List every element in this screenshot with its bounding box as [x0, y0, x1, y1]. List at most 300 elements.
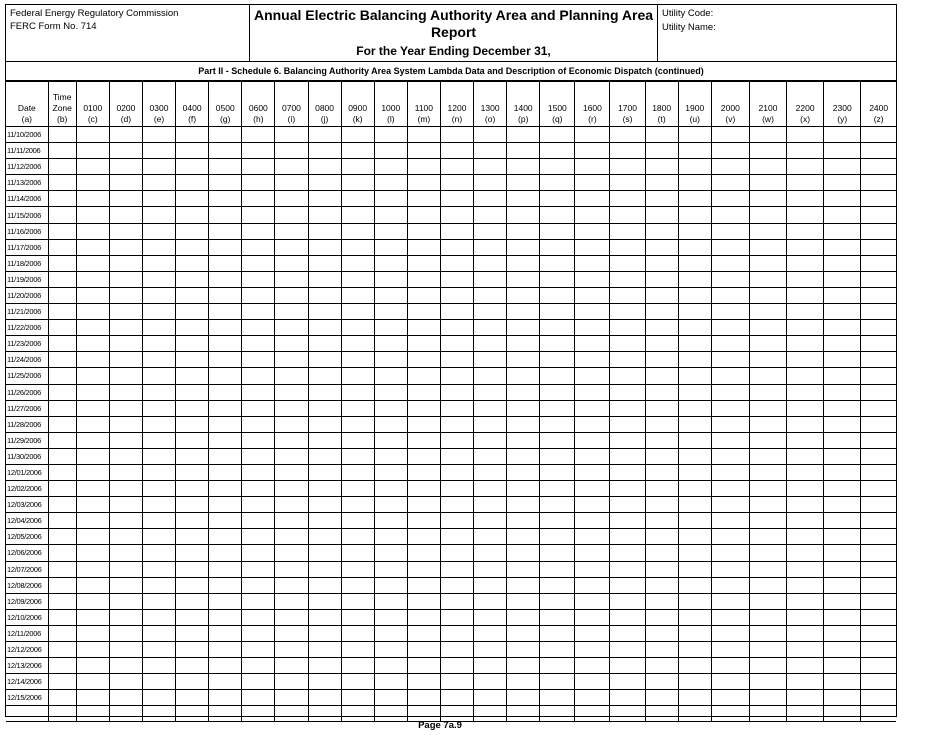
lambda-value-cell[interactable]: [142, 529, 175, 545]
lambda-value-cell[interactable]: [507, 432, 540, 448]
lambda-value-cell[interactable]: [610, 287, 645, 303]
time-zone-cell[interactable]: [48, 561, 76, 577]
lambda-value-cell[interactable]: [275, 368, 308, 384]
lambda-value-cell[interactable]: [645, 239, 678, 255]
lambda-value-cell[interactable]: [861, 287, 896, 303]
lambda-value-cell[interactable]: [787, 255, 824, 271]
lambda-value-cell[interactable]: [575, 642, 610, 658]
lambda-value-cell[interactable]: [861, 400, 896, 416]
lambda-value-cell[interactable]: [474, 416, 507, 432]
lambda-value-cell[interactable]: [474, 223, 507, 239]
lambda-value-cell[interactable]: [440, 690, 473, 706]
lambda-value-cell[interactable]: [242, 159, 275, 175]
lambda-value-cell[interactable]: [540, 352, 575, 368]
time-zone-cell[interactable]: [48, 384, 76, 400]
lambda-value-cell[interactable]: [861, 368, 896, 384]
lambda-value-cell[interactable]: [440, 287, 473, 303]
lambda-value-cell[interactable]: [787, 497, 824, 513]
lambda-value-cell[interactable]: [678, 143, 711, 159]
lambda-value-cell[interactable]: [242, 191, 275, 207]
lambda-value-cell[interactable]: [407, 642, 440, 658]
lambda-value-cell[interactable]: [507, 561, 540, 577]
lambda-value-cell[interactable]: [711, 690, 749, 706]
lambda-value-cell[interactable]: [242, 577, 275, 593]
lambda-value-cell[interactable]: [610, 352, 645, 368]
lambda-value-cell[interactable]: [711, 642, 749, 658]
lambda-value-cell[interactable]: [308, 127, 341, 143]
lambda-value-cell[interactable]: [440, 448, 473, 464]
lambda-value-cell[interactable]: [474, 545, 507, 561]
lambda-value-cell[interactable]: [275, 207, 308, 223]
lambda-value-cell[interactable]: [308, 432, 341, 448]
lambda-value-cell[interactable]: [575, 577, 610, 593]
lambda-value-cell[interactable]: [242, 642, 275, 658]
lambda-value-cell[interactable]: [824, 207, 861, 223]
lambda-value-cell[interactable]: [76, 127, 109, 143]
lambda-value-cell[interactable]: [109, 674, 142, 690]
lambda-value-cell[interactable]: [242, 658, 275, 674]
lambda-value-cell[interactable]: [374, 352, 407, 368]
lambda-value-cell[interactable]: [142, 255, 175, 271]
lambda-value-cell[interactable]: [374, 513, 407, 529]
lambda-value-cell[interactable]: [824, 416, 861, 432]
lambda-value-cell[interactable]: [787, 175, 824, 191]
lambda-value-cell[interactable]: [209, 658, 242, 674]
lambda-value-cell[interactable]: [76, 481, 109, 497]
lambda-value-cell[interactable]: [507, 368, 540, 384]
lambda-value-cell[interactable]: [540, 448, 575, 464]
lambda-value-cell[interactable]: [824, 464, 861, 480]
lambda-value-cell[interactable]: [610, 674, 645, 690]
lambda-value-cell[interactable]: [540, 561, 575, 577]
lambda-value-cell[interactable]: [407, 658, 440, 674]
lambda-value-cell[interactable]: [507, 320, 540, 336]
lambda-value-cell[interactable]: [824, 609, 861, 625]
lambda-value-cell[interactable]: [440, 336, 473, 352]
lambda-value-cell[interactable]: [407, 481, 440, 497]
lambda-value-cell[interactable]: [861, 432, 896, 448]
lambda-value-cell[interactable]: [645, 336, 678, 352]
lambda-value-cell[interactable]: [176, 481, 209, 497]
lambda-value-cell[interactable]: [645, 143, 678, 159]
lambda-value-cell[interactable]: [109, 416, 142, 432]
lambda-value-cell[interactable]: [341, 625, 374, 641]
lambda-value-cell[interactable]: [142, 271, 175, 287]
lambda-value-cell[interactable]: [242, 239, 275, 255]
lambda-value-cell[interactable]: [341, 239, 374, 255]
lambda-value-cell[interactable]: [374, 577, 407, 593]
lambda-value-cell[interactable]: [575, 658, 610, 674]
lambda-value-cell[interactable]: [275, 352, 308, 368]
lambda-value-cell[interactable]: [142, 658, 175, 674]
lambda-value-cell[interactable]: [176, 464, 209, 480]
lambda-value-cell[interactable]: [341, 513, 374, 529]
lambda-value-cell[interactable]: [749, 384, 786, 400]
lambda-value-cell[interactable]: [440, 271, 473, 287]
lambda-value-cell[interactable]: [440, 223, 473, 239]
lambda-value-cell[interactable]: [341, 175, 374, 191]
lambda-value-cell[interactable]: [749, 609, 786, 625]
lambda-value-cell[interactable]: [610, 384, 645, 400]
lambda-value-cell[interactable]: [474, 625, 507, 641]
time-zone-cell[interactable]: [48, 674, 76, 690]
lambda-value-cell[interactable]: [678, 271, 711, 287]
lambda-value-cell[interactable]: [374, 223, 407, 239]
lambda-value-cell[interactable]: [341, 593, 374, 609]
lambda-value-cell[interactable]: [645, 127, 678, 143]
lambda-value-cell[interactable]: [109, 175, 142, 191]
lambda-value-cell[interactable]: [645, 690, 678, 706]
lambda-value-cell[interactable]: [176, 287, 209, 303]
lambda-value-cell[interactable]: [474, 127, 507, 143]
lambda-value-cell[interactable]: [142, 545, 175, 561]
lambda-value-cell[interactable]: [787, 481, 824, 497]
lambda-value-cell[interactable]: [575, 529, 610, 545]
lambda-value-cell[interactable]: [507, 593, 540, 609]
lambda-value-cell[interactable]: [341, 255, 374, 271]
lambda-value-cell[interactable]: [76, 239, 109, 255]
lambda-value-cell[interactable]: [242, 255, 275, 271]
time-zone-cell[interactable]: [48, 223, 76, 239]
lambda-value-cell[interactable]: [308, 464, 341, 480]
lambda-value-cell[interactable]: [275, 223, 308, 239]
lambda-value-cell[interactable]: [440, 239, 473, 255]
lambda-value-cell[interactable]: [711, 304, 749, 320]
lambda-value-cell[interactable]: [474, 561, 507, 577]
lambda-value-cell[interactable]: [374, 336, 407, 352]
lambda-value-cell[interactable]: [142, 561, 175, 577]
lambda-value-cell[interactable]: [407, 513, 440, 529]
lambda-value-cell[interactable]: [209, 481, 242, 497]
lambda-value-cell[interactable]: [711, 416, 749, 432]
lambda-value-cell[interactable]: [824, 384, 861, 400]
lambda-value-cell[interactable]: [540, 513, 575, 529]
lambda-value-cell[interactable]: [474, 642, 507, 658]
lambda-value-cell[interactable]: [109, 625, 142, 641]
lambda-value-cell[interactable]: [109, 191, 142, 207]
lambda-value-cell[interactable]: [440, 545, 473, 561]
lambda-value-cell[interactable]: [142, 223, 175, 239]
lambda-value-cell[interactable]: [176, 497, 209, 513]
lambda-value-cell[interactable]: [440, 368, 473, 384]
lambda-value-cell[interactable]: [407, 690, 440, 706]
lambda-value-cell[interactable]: [540, 255, 575, 271]
lambda-value-cell[interactable]: [711, 223, 749, 239]
time-zone-cell[interactable]: [48, 464, 76, 480]
lambda-value-cell[interactable]: [341, 674, 374, 690]
lambda-value-cell[interactable]: [275, 658, 308, 674]
lambda-value-cell[interactable]: [861, 481, 896, 497]
lambda-value-cell[interactable]: [440, 561, 473, 577]
lambda-value-cell[interactable]: [209, 497, 242, 513]
lambda-value-cell[interactable]: [209, 416, 242, 432]
lambda-value-cell[interactable]: [176, 513, 209, 529]
lambda-value-cell[interactable]: [711, 448, 749, 464]
time-zone-cell[interactable]: [48, 191, 76, 207]
lambda-value-cell[interactable]: [678, 593, 711, 609]
lambda-value-cell[interactable]: [610, 223, 645, 239]
lambda-value-cell[interactable]: [176, 690, 209, 706]
lambda-value-cell[interactable]: [142, 384, 175, 400]
lambda-value-cell[interactable]: [308, 255, 341, 271]
lambda-value-cell[interactable]: [787, 287, 824, 303]
lambda-value-cell[interactable]: [711, 368, 749, 384]
lambda-value-cell[interactable]: [242, 529, 275, 545]
lambda-value-cell[interactable]: [507, 352, 540, 368]
lambda-value-cell[interactable]: [645, 159, 678, 175]
lambda-value-cell[interactable]: [209, 127, 242, 143]
lambda-value-cell[interactable]: [142, 207, 175, 223]
lambda-value-cell[interactable]: [275, 609, 308, 625]
lambda-value-cell[interactable]: [242, 497, 275, 513]
lambda-value-cell[interactable]: [749, 690, 786, 706]
lambda-value-cell[interactable]: [645, 416, 678, 432]
lambda-value-cell[interactable]: [575, 481, 610, 497]
lambda-value-cell[interactable]: [407, 287, 440, 303]
lambda-value-cell[interactable]: [507, 658, 540, 674]
lambda-value-cell[interactable]: [109, 304, 142, 320]
lambda-value-cell[interactable]: [861, 609, 896, 625]
lambda-value-cell[interactable]: [209, 464, 242, 480]
lambda-value-cell[interactable]: [308, 448, 341, 464]
lambda-value-cell[interactable]: [407, 400, 440, 416]
lambda-value-cell[interactable]: [861, 416, 896, 432]
lambda-value-cell[interactable]: [109, 271, 142, 287]
lambda-value-cell[interactable]: [176, 223, 209, 239]
lambda-value-cell[interactable]: [711, 320, 749, 336]
lambda-value-cell[interactable]: [575, 416, 610, 432]
lambda-value-cell[interactable]: [678, 223, 711, 239]
lambda-value-cell[interactable]: [787, 352, 824, 368]
lambda-value-cell[interactable]: [474, 320, 507, 336]
lambda-value-cell[interactable]: [474, 674, 507, 690]
lambda-value-cell[interactable]: [645, 352, 678, 368]
lambda-value-cell[interactable]: [824, 690, 861, 706]
lambda-value-cell[interactable]: [678, 448, 711, 464]
lambda-value-cell[interactable]: [374, 127, 407, 143]
lambda-value-cell[interactable]: [209, 432, 242, 448]
lambda-value-cell[interactable]: [861, 642, 896, 658]
lambda-value-cell[interactable]: [678, 400, 711, 416]
lambda-value-cell[interactable]: [109, 320, 142, 336]
lambda-value-cell[interactable]: [341, 432, 374, 448]
lambda-value-cell[interactable]: [575, 271, 610, 287]
lambda-value-cell[interactable]: [142, 336, 175, 352]
lambda-value-cell[interactable]: [507, 513, 540, 529]
lambda-value-cell[interactable]: [176, 545, 209, 561]
lambda-value-cell[interactable]: [749, 577, 786, 593]
lambda-value-cell[interactable]: [374, 191, 407, 207]
lambda-value-cell[interactable]: [374, 271, 407, 287]
lambda-value-cell[interactable]: [711, 191, 749, 207]
lambda-value-cell[interactable]: [540, 159, 575, 175]
lambda-value-cell[interactable]: [749, 352, 786, 368]
lambda-value-cell[interactable]: [824, 287, 861, 303]
lambda-value-cell[interactable]: [861, 561, 896, 577]
lambda-value-cell[interactable]: [507, 304, 540, 320]
lambda-value-cell[interactable]: [308, 674, 341, 690]
lambda-value-cell[interactable]: [209, 352, 242, 368]
lambda-value-cell[interactable]: [787, 239, 824, 255]
lambda-value-cell[interactable]: [407, 625, 440, 641]
lambda-value-cell[interactable]: [645, 609, 678, 625]
lambda-value-cell[interactable]: [861, 545, 896, 561]
lambda-value-cell[interactable]: [76, 175, 109, 191]
lambda-value-cell[interactable]: [142, 239, 175, 255]
lambda-value-cell[interactable]: [861, 336, 896, 352]
lambda-value-cell[interactable]: [610, 304, 645, 320]
lambda-value-cell[interactable]: [242, 207, 275, 223]
lambda-value-cell[interactable]: [645, 320, 678, 336]
lambda-value-cell[interactable]: [787, 674, 824, 690]
lambda-value-cell[interactable]: [824, 127, 861, 143]
lambda-value-cell[interactable]: [749, 191, 786, 207]
lambda-value-cell[interactable]: [407, 271, 440, 287]
lambda-value-cell[interactable]: [749, 625, 786, 641]
lambda-value-cell[interactable]: [374, 674, 407, 690]
lambda-value-cell[interactable]: [575, 593, 610, 609]
lambda-value-cell[interactable]: [242, 690, 275, 706]
lambda-value-cell[interactable]: [749, 320, 786, 336]
lambda-value-cell[interactable]: [109, 368, 142, 384]
time-zone-cell[interactable]: [48, 127, 76, 143]
lambda-value-cell[interactable]: [507, 609, 540, 625]
lambda-value-cell[interactable]: [575, 127, 610, 143]
lambda-value-cell[interactable]: [308, 336, 341, 352]
lambda-value-cell[interactable]: [749, 143, 786, 159]
lambda-value-cell[interactable]: [308, 352, 341, 368]
lambda-value-cell[interactable]: [142, 674, 175, 690]
lambda-value-cell[interactable]: [407, 545, 440, 561]
lambda-value-cell[interactable]: [540, 207, 575, 223]
lambda-value-cell[interactable]: [474, 143, 507, 159]
time-zone-cell[interactable]: [48, 577, 76, 593]
lambda-value-cell[interactable]: [787, 271, 824, 287]
lambda-value-cell[interactable]: [787, 143, 824, 159]
lambda-value-cell[interactable]: [242, 320, 275, 336]
lambda-value-cell[interactable]: [711, 529, 749, 545]
lambda-value-cell[interactable]: [142, 175, 175, 191]
lambda-value-cell[interactable]: [440, 127, 473, 143]
lambda-value-cell[interactable]: [142, 416, 175, 432]
lambda-value-cell[interactable]: [341, 642, 374, 658]
lambda-value-cell[interactable]: [645, 448, 678, 464]
lambda-value-cell[interactable]: [76, 529, 109, 545]
lambda-value-cell[interactable]: [440, 159, 473, 175]
lambda-value-cell[interactable]: [575, 239, 610, 255]
lambda-value-cell[interactable]: [341, 384, 374, 400]
lambda-value-cell[interactable]: [575, 400, 610, 416]
lambda-value-cell[interactable]: [374, 416, 407, 432]
lambda-value-cell[interactable]: [76, 690, 109, 706]
lambda-value-cell[interactable]: [341, 336, 374, 352]
lambda-value-cell[interactable]: [787, 384, 824, 400]
lambda-value-cell[interactable]: [824, 577, 861, 593]
lambda-value-cell[interactable]: [176, 577, 209, 593]
lambda-value-cell[interactable]: [407, 674, 440, 690]
lambda-value-cell[interactable]: [575, 609, 610, 625]
lambda-value-cell[interactable]: [76, 642, 109, 658]
lambda-value-cell[interactable]: [861, 497, 896, 513]
lambda-value-cell[interactable]: [275, 674, 308, 690]
lambda-value-cell[interactable]: [176, 593, 209, 609]
lambda-value-cell[interactable]: [109, 481, 142, 497]
lambda-value-cell[interactable]: [341, 609, 374, 625]
lambda-value-cell[interactable]: [787, 304, 824, 320]
lambda-value-cell[interactable]: [474, 255, 507, 271]
lambda-value-cell[interactable]: [711, 384, 749, 400]
lambda-value-cell[interactable]: [610, 320, 645, 336]
lambda-value-cell[interactable]: [440, 207, 473, 223]
lambda-value-cell[interactable]: [645, 400, 678, 416]
lambda-value-cell[interactable]: [678, 625, 711, 641]
lambda-value-cell[interactable]: [440, 642, 473, 658]
lambda-value-cell[interactable]: [711, 481, 749, 497]
lambda-value-cell[interactable]: [142, 625, 175, 641]
lambda-value-cell[interactable]: [407, 577, 440, 593]
lambda-value-cell[interactable]: [861, 143, 896, 159]
lambda-value-cell[interactable]: [209, 545, 242, 561]
lambda-value-cell[interactable]: [474, 481, 507, 497]
lambda-value-cell[interactable]: [474, 464, 507, 480]
lambda-value-cell[interactable]: [540, 416, 575, 432]
lambda-value-cell[interactable]: [242, 448, 275, 464]
lambda-value-cell[interactable]: [645, 529, 678, 545]
lambda-value-cell[interactable]: [242, 593, 275, 609]
lambda-value-cell[interactable]: [575, 674, 610, 690]
lambda-value-cell[interactable]: [474, 191, 507, 207]
lambda-value-cell[interactable]: [711, 287, 749, 303]
lambda-value-cell[interactable]: [474, 400, 507, 416]
lambda-value-cell[interactable]: [645, 384, 678, 400]
time-zone-cell[interactable]: [48, 625, 76, 641]
lambda-value-cell[interactable]: [341, 159, 374, 175]
lambda-value-cell[interactable]: [507, 384, 540, 400]
lambda-value-cell[interactable]: [109, 609, 142, 625]
lambda-value-cell[interactable]: [109, 255, 142, 271]
lambda-value-cell[interactable]: [507, 287, 540, 303]
lambda-value-cell[interactable]: [308, 143, 341, 159]
lambda-value-cell[interactable]: [824, 368, 861, 384]
lambda-value-cell[interactable]: [176, 191, 209, 207]
lambda-value-cell[interactable]: [749, 336, 786, 352]
lambda-value-cell[interactable]: [176, 352, 209, 368]
lambda-value-cell[interactable]: [440, 352, 473, 368]
lambda-value-cell[interactable]: [407, 352, 440, 368]
lambda-value-cell[interactable]: [76, 448, 109, 464]
lambda-value-cell[interactable]: [540, 143, 575, 159]
lambda-value-cell[interactable]: [610, 577, 645, 593]
lambda-value-cell[interactable]: [176, 561, 209, 577]
lambda-value-cell[interactable]: [507, 191, 540, 207]
lambda-value-cell[interactable]: [678, 336, 711, 352]
lambda-value-cell[interactable]: [275, 513, 308, 529]
lambda-value-cell[interactable]: [209, 674, 242, 690]
lambda-value-cell[interactable]: [242, 127, 275, 143]
lambda-value-cell[interactable]: [540, 432, 575, 448]
lambda-value-cell[interactable]: [407, 320, 440, 336]
lambda-value-cell[interactable]: [109, 593, 142, 609]
lambda-value-cell[interactable]: [749, 127, 786, 143]
lambda-value-cell[interactable]: [610, 255, 645, 271]
lambda-value-cell[interactable]: [861, 304, 896, 320]
lambda-value-cell[interactable]: [575, 255, 610, 271]
lambda-value-cell[interactable]: [749, 464, 786, 480]
lambda-value-cell[interactable]: [109, 336, 142, 352]
lambda-value-cell[interactable]: [749, 416, 786, 432]
lambda-value-cell[interactable]: [787, 368, 824, 384]
lambda-value-cell[interactable]: [209, 223, 242, 239]
